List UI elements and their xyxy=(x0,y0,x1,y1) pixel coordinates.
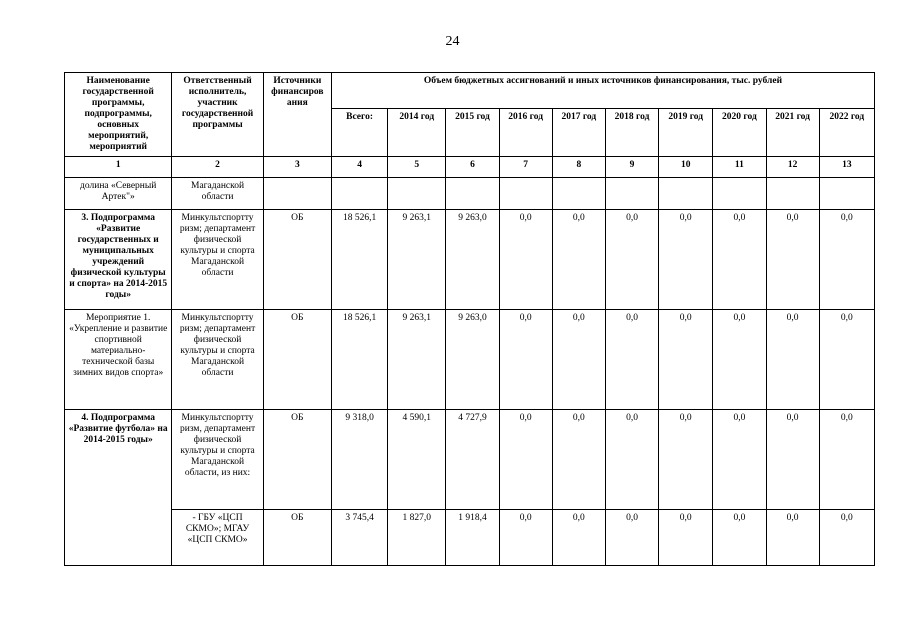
cell-total: 9 318,0 xyxy=(331,410,387,510)
cell-value: 0,0 xyxy=(659,210,713,310)
row-name: 3. Подпрограмма «Развитие государственных и муниципальных учреждений физической культуры и спорта» на 2014-2015 годы» xyxy=(65,210,172,310)
cell-value: 0,0 xyxy=(713,510,766,566)
cell-value: 0,0 xyxy=(819,410,874,510)
cell-value xyxy=(499,178,552,210)
cell-value: 0,0 xyxy=(605,410,658,510)
table-row xyxy=(65,410,875,510)
column-number: 12 xyxy=(766,157,819,178)
header-year: 2014 год xyxy=(388,109,446,157)
cell-total xyxy=(331,178,387,210)
cell-value xyxy=(766,178,819,210)
row-source: ОБ xyxy=(263,510,331,566)
header-year: 2017 год xyxy=(552,109,605,157)
cell-value: 0,0 xyxy=(499,210,552,310)
row-name: 4. Подпрограмма «Развитие футбола» на 2014-2015 годы» xyxy=(65,410,172,510)
row-name: долина «Северный Артек"» xyxy=(65,178,172,210)
column-number: 9 xyxy=(605,157,658,178)
cell-value: 9 263,1 xyxy=(388,210,446,310)
table-row xyxy=(65,510,875,566)
row-executor: - ГБУ «ЦСП СКМО»; МГАУ «ЦСП СКМО» xyxy=(172,510,263,566)
row-executor: Минкультспортту ризм; департамент физической культуры и спорта Магаданской области xyxy=(172,210,263,310)
cell-value: 0,0 xyxy=(499,310,552,410)
cell-value: 0,0 xyxy=(819,310,874,410)
row-source xyxy=(263,178,331,210)
cell-value: 0,0 xyxy=(713,310,766,410)
cell-value: 0,0 xyxy=(713,410,766,510)
column-number: 3 xyxy=(263,157,331,178)
row-name: Мероприятие 1. «Укрепление и развитие спортивной материально-технической базы зимних видов спорта» xyxy=(65,310,172,410)
header-year: 2020 год xyxy=(713,109,766,157)
cell-value: 0,0 xyxy=(766,510,819,566)
column-number: 10 xyxy=(659,157,713,178)
cell-total: 18 526,1 xyxy=(331,310,387,410)
header-year: 2022 год xyxy=(819,109,874,157)
row-source: ОБ xyxy=(263,310,331,410)
cell-total: 3 745,4 xyxy=(331,510,387,566)
header-year: 2015 год xyxy=(446,109,499,157)
cell-value: 9 263,0 xyxy=(446,310,499,410)
cell-value: 9 263,0 xyxy=(446,210,499,310)
column-number: 1 xyxy=(65,157,172,178)
column-number: 6 xyxy=(446,157,499,178)
header-year: 2019 год xyxy=(659,109,713,157)
row-executor: Магаданской области xyxy=(172,178,263,210)
column-number: 2 xyxy=(172,157,263,178)
header-year: 2018 год xyxy=(605,109,658,157)
cell-value: 0,0 xyxy=(766,410,819,510)
column-number: 11 xyxy=(713,157,766,178)
row-name xyxy=(65,510,172,566)
cell-value: 0,0 xyxy=(552,310,605,410)
column-number: 4 xyxy=(331,157,387,178)
cell-value xyxy=(713,178,766,210)
header-total: Всего: xyxy=(331,109,387,157)
cell-value: 0,0 xyxy=(713,210,766,310)
column-number: 8 xyxy=(552,157,605,178)
cell-value: 0,0 xyxy=(659,310,713,410)
row-source: ОБ xyxy=(263,210,331,310)
cell-value xyxy=(446,178,499,210)
cell-value xyxy=(605,178,658,210)
cell-value: 0,0 xyxy=(766,210,819,310)
page-number: 24 xyxy=(445,34,460,49)
header-budget-group: Объем бюджетных ассигнований и иных источников финансирования, тыс. рублей xyxy=(331,73,874,109)
cell-value: 0,0 xyxy=(552,210,605,310)
cell-value: 4 590,1 xyxy=(388,410,446,510)
table-row xyxy=(65,178,875,210)
cell-value xyxy=(388,178,446,210)
cell-value xyxy=(552,178,605,210)
cell-value: 0,0 xyxy=(499,410,552,510)
cell-value: 1 918,4 xyxy=(446,510,499,566)
cell-value: 0,0 xyxy=(605,310,658,410)
header-year: 2016 год xyxy=(499,109,552,157)
cell-value: 0,0 xyxy=(659,410,713,510)
cell-value: 0,0 xyxy=(499,510,552,566)
cell-value xyxy=(659,178,713,210)
header-executor: Ответственный исполнитель, участник государственной программы xyxy=(172,73,263,157)
cell-value: 0,0 xyxy=(552,410,605,510)
cell-value: 0,0 xyxy=(605,210,658,310)
table-row xyxy=(65,310,875,410)
row-source: ОБ xyxy=(263,410,331,510)
cell-value: 0,0 xyxy=(552,510,605,566)
budget-table xyxy=(64,72,875,566)
cell-value: 1 827,0 xyxy=(388,510,446,566)
row-executor: Минкультспортту ризм, департамент физической культуры и спорта Магаданской области, из них: xyxy=(172,410,263,510)
cell-total: 18 526,1 xyxy=(331,210,387,310)
cell-value: 0,0 xyxy=(819,510,874,566)
header-year: 2021 год xyxy=(766,109,819,157)
cell-value: 4 727,9 xyxy=(446,410,499,510)
column-number: 7 xyxy=(499,157,552,178)
cell-value: 0,0 xyxy=(766,310,819,410)
cell-value xyxy=(819,178,874,210)
header-source: Источники финансиров ания xyxy=(263,73,331,157)
table-row xyxy=(65,210,875,310)
cell-value: 0,0 xyxy=(659,510,713,566)
header-name: Наименование государственной программы, подпрограммы, основных мероприятий, мероприятий xyxy=(65,73,172,157)
column-number: 5 xyxy=(388,157,446,178)
column-number: 13 xyxy=(819,157,874,178)
row-executor: Минкультспортту ризм; департамент физической культуры и спорта Магаданской области xyxy=(172,310,263,410)
cell-value: 0,0 xyxy=(605,510,658,566)
cell-value: 9 263,1 xyxy=(388,310,446,410)
cell-value: 0,0 xyxy=(819,210,874,310)
